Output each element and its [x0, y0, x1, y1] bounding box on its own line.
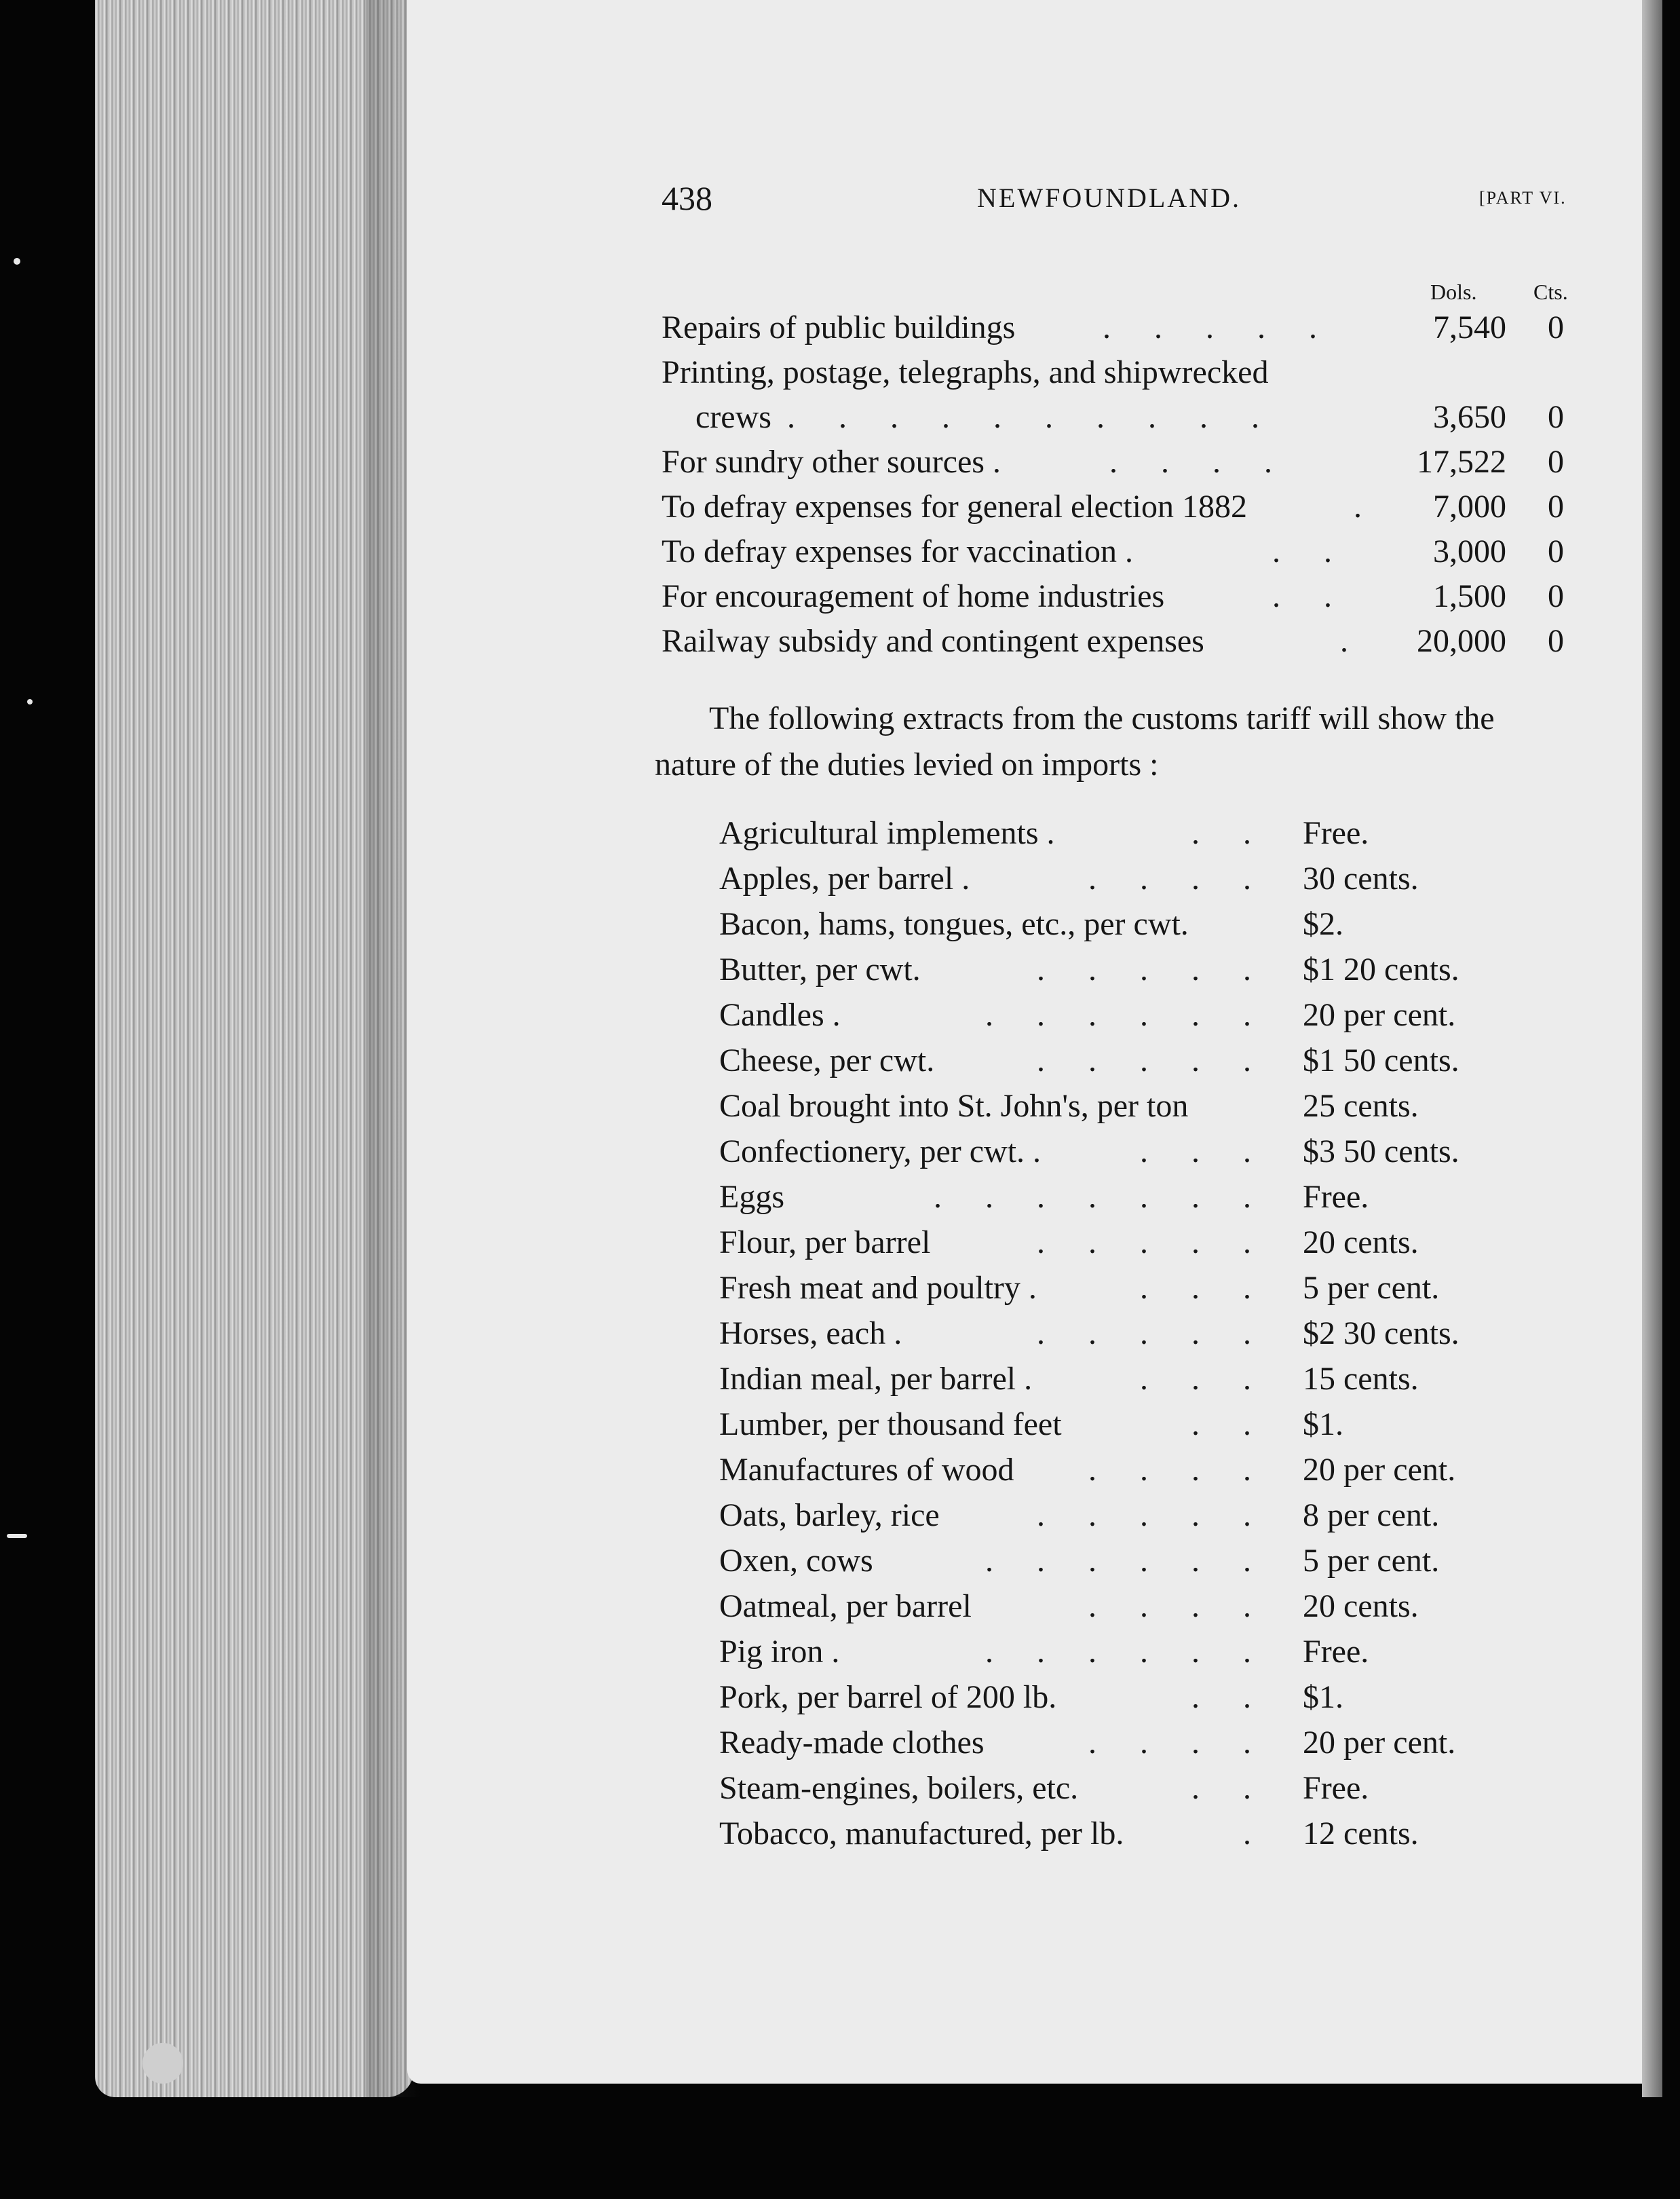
dot-leader: . . . . — [1088, 1725, 1269, 1761]
tariff-item: Apples, per barrel . — [719, 861, 970, 897]
tariff-row — [719, 1675, 1533, 1720]
tariff-row — [719, 857, 1533, 901]
expenditure-cts: 0 — [1548, 309, 1564, 345]
running-title: NEWFOUNDLAND. — [977, 183, 1241, 213]
right-page-edge — [1642, 0, 1662, 2097]
expenditure-row — [662, 619, 1564, 664]
tariff-duty: 20 per cent. — [1303, 1452, 1456, 1488]
tariff-duty: 25 cents. — [1303, 1088, 1419, 1124]
tariff-row — [719, 1630, 1533, 1674]
tariff-duty: $3 50 cents. — [1303, 1133, 1459, 1169]
tariff-duty: 20 cents. — [1303, 1224, 1419, 1260]
tariff-duty: Free. — [1303, 815, 1369, 851]
tariff-duty: 20 per cent. — [1303, 1725, 1456, 1761]
part-label: [PART VI. — [1479, 188, 1567, 208]
tariff-row — [719, 1584, 1533, 1629]
dot-leader: . . . . . . — [985, 997, 1269, 1033]
dot-leader: . . . . . — [1037, 1042, 1269, 1078]
tariff-item: Oatmeal, per barrel — [719, 1588, 972, 1624]
tariff-duty: 5 per cent. — [1303, 1270, 1440, 1306]
dot-leader: . . . . . — [1037, 1315, 1269, 1351]
tariff-item: Lumber, per thousand feet — [719, 1406, 1062, 1442]
tariff-duty: $2. — [1303, 906, 1343, 942]
expenditure-dols: 1,500 — [1433, 578, 1506, 614]
tariff-item: Tobacco, manufactured, per lb. — [719, 1816, 1124, 1852]
tariff-duty: $2 30 cents. — [1303, 1315, 1459, 1351]
dot-leader: . . . . . . . — [934, 1179, 1269, 1215]
expenditure-item: Repairs of public buildings — [662, 309, 1016, 345]
tariff-duty: 5 per cent. — [1303, 1543, 1440, 1579]
tariff-row — [719, 1266, 1533, 1311]
tariff-row — [719, 1721, 1533, 1765]
tariff-row — [719, 947, 1533, 992]
dot-leader: . . . — [1140, 1133, 1269, 1169]
tariff-item: Confectionery, per cwt. . — [719, 1133, 1042, 1169]
tariff-duty: 15 cents. — [1303, 1361, 1419, 1397]
dot-leader: . . — [1191, 1406, 1269, 1442]
tariff-duty: $1. — [1303, 1679, 1343, 1715]
expenditure-item: crews — [695, 399, 771, 435]
expenditure-dols: 17,522 — [1417, 444, 1506, 480]
dot-leader: . . . . . . — [985, 1543, 1269, 1579]
expenditure-item: To defray expenses for general election 1882 — [662, 489, 1247, 525]
dot-leader: . . — [1191, 1679, 1269, 1715]
tariff-item: Indian meal, per barrel . — [719, 1361, 1033, 1397]
tariff-item: Cheese, per cwt. — [719, 1042, 935, 1078]
tariff-row — [719, 1539, 1533, 1583]
expenditure-cts: 0 — [1548, 399, 1564, 435]
dot-leader: . . . . . — [1103, 309, 1335, 345]
expenditure-item: Printing, postage, telegraphs, and shipwrecked — [662, 354, 1269, 390]
tariff-row — [719, 1811, 1533, 1856]
dot-leader: . . — [1191, 1770, 1269, 1806]
tariff-item: Candles . — [719, 997, 841, 1033]
tariff-item: Agricultural implements . — [719, 815, 1055, 851]
dot-leader: . — [1354, 489, 1379, 525]
expenditure-row — [662, 350, 1564, 395]
tariff-row — [719, 811, 1533, 856]
tariff-duty: 8 per cent. — [1303, 1497, 1440, 1533]
tariff-item: Oxen, cows — [719, 1543, 873, 1579]
expenditure-cts: 0 — [1548, 578, 1564, 614]
tariff-item: Pig iron . — [719, 1634, 840, 1670]
tariff-item: Steam-engines, boilers, etc. — [719, 1770, 1079, 1806]
tariff-duty: $1 20 cents. — [1303, 952, 1459, 988]
dot-leader: . — [1340, 623, 1366, 659]
expenditure-row — [662, 574, 1564, 619]
dot-leader: . . . — [1140, 1361, 1269, 1397]
tariff-item: Butter, per cwt. — [719, 952, 921, 988]
tariff-duty: Free. — [1303, 1634, 1369, 1670]
tariff-item: Eggs — [719, 1179, 784, 1215]
expenditure-dols: 20,000 — [1417, 623, 1506, 659]
dot-leader: . . . . . . . . . . — [787, 399, 1277, 435]
tariff-duty: $1 50 cents. — [1303, 1042, 1459, 1078]
tariff-item: Manufactures of wood — [719, 1452, 1014, 1488]
dot-leader: . . — [1272, 533, 1350, 569]
dot-leader: . — [1243, 1816, 1269, 1852]
tariff-row — [719, 1402, 1533, 1447]
tariff-duty: 12 cents. — [1303, 1816, 1419, 1852]
tariff-row — [719, 993, 1533, 1038]
scan-speck — [7, 1534, 27, 1538]
dot-leader: . . . . — [1088, 1452, 1269, 1488]
dot-leader: . . . . — [1088, 1588, 1269, 1624]
scan-speck — [27, 699, 33, 704]
expenditure-row — [662, 440, 1564, 485]
tariff-duty: 20 cents. — [1303, 1588, 1419, 1624]
tariff-item: Oats, barley, rice — [719, 1497, 940, 1533]
expenditure-row — [662, 485, 1564, 529]
tariff-row — [719, 1129, 1533, 1174]
expenditure-row — [662, 529, 1564, 574]
tariff-item: Flour, per barrel — [719, 1224, 931, 1260]
dot-leader: . . — [1272, 578, 1350, 614]
tariff-item: Coal brought into St. John's, per ton — [719, 1088, 1189, 1124]
tariff-row — [719, 1084, 1533, 1129]
tariff-item: Ready-made clothes — [719, 1725, 985, 1761]
dot-leader: . . . . . — [1037, 952, 1269, 988]
tariff-row — [719, 1175, 1533, 1220]
tariff-row — [719, 902, 1533, 947]
tariff-item: Pork, per barrel of 200 lb. — [719, 1679, 1057, 1715]
page-number: 438 — [662, 179, 712, 217]
tariff-duty: $1. — [1303, 1406, 1343, 1442]
intro-paragraph: The following extracts from the customs tariff will show the nature of the duties levied on imports : — [655, 700, 1495, 783]
tariff-row — [719, 1766, 1533, 1811]
expenditure-cts: 0 — [1548, 444, 1564, 480]
dot-leader: . . . . — [1109, 444, 1290, 480]
tariff-row — [719, 1448, 1533, 1492]
tariff-duty: Free. — [1303, 1770, 1369, 1806]
dot-leader: . . . . . — [1037, 1497, 1269, 1533]
tariff-duty: 20 per cent. — [1303, 997, 1456, 1033]
expenditure-dols: 7,000 — [1433, 489, 1506, 525]
expenditure-item: For sundry other sources . — [662, 444, 1001, 480]
expenditure-dols: 7,540 — [1433, 309, 1506, 345]
tariff-duty: Free. — [1303, 1179, 1369, 1215]
tariff-row — [719, 1038, 1533, 1083]
scan-speck — [142, 2043, 183, 2084]
expenditure-item: For encouragement of home industries — [662, 578, 1165, 614]
expenditure-item: Railway subsidy and contingent expenses — [662, 623, 1204, 659]
tariff-row — [719, 1311, 1533, 1356]
tariff-row — [719, 1220, 1533, 1265]
tariff-item: Bacon, hams, tongues, etc., per cwt. — [719, 906, 1189, 942]
tariff-item: Fresh meat and poultry . — [719, 1270, 1037, 1306]
expenditure-cts: 0 — [1548, 533, 1564, 569]
expenditure-item: To defray expenses for vaccination . — [662, 533, 1134, 569]
expenditure-row — [662, 395, 1564, 440]
dot-leader: . . . — [1140, 1270, 1269, 1306]
tariff-row — [719, 1493, 1533, 1538]
expenditure-cts: 0 — [1548, 623, 1564, 659]
expenditure-dols: 3,650 — [1433, 399, 1506, 435]
tariff-item: Horses, each . — [719, 1315, 902, 1351]
column-header-cts: Cts. — [1533, 280, 1568, 304]
expenditure-dols: 3,000 — [1433, 533, 1506, 569]
expenditure-row — [662, 305, 1564, 350]
scan-speck — [14, 258, 20, 265]
column-header-dols: Dols. — [1430, 280, 1477, 304]
expenditure-cts: 0 — [1548, 489, 1564, 525]
dot-leader: . . . . . — [1037, 1224, 1269, 1260]
dot-leader: . . . . — [1088, 861, 1269, 897]
tariff-row — [719, 1357, 1533, 1402]
dot-leader: . . — [1191, 815, 1269, 851]
tariff-duty: 30 cents. — [1303, 861, 1419, 897]
dot-leader: . . . . . . — [985, 1634, 1269, 1670]
